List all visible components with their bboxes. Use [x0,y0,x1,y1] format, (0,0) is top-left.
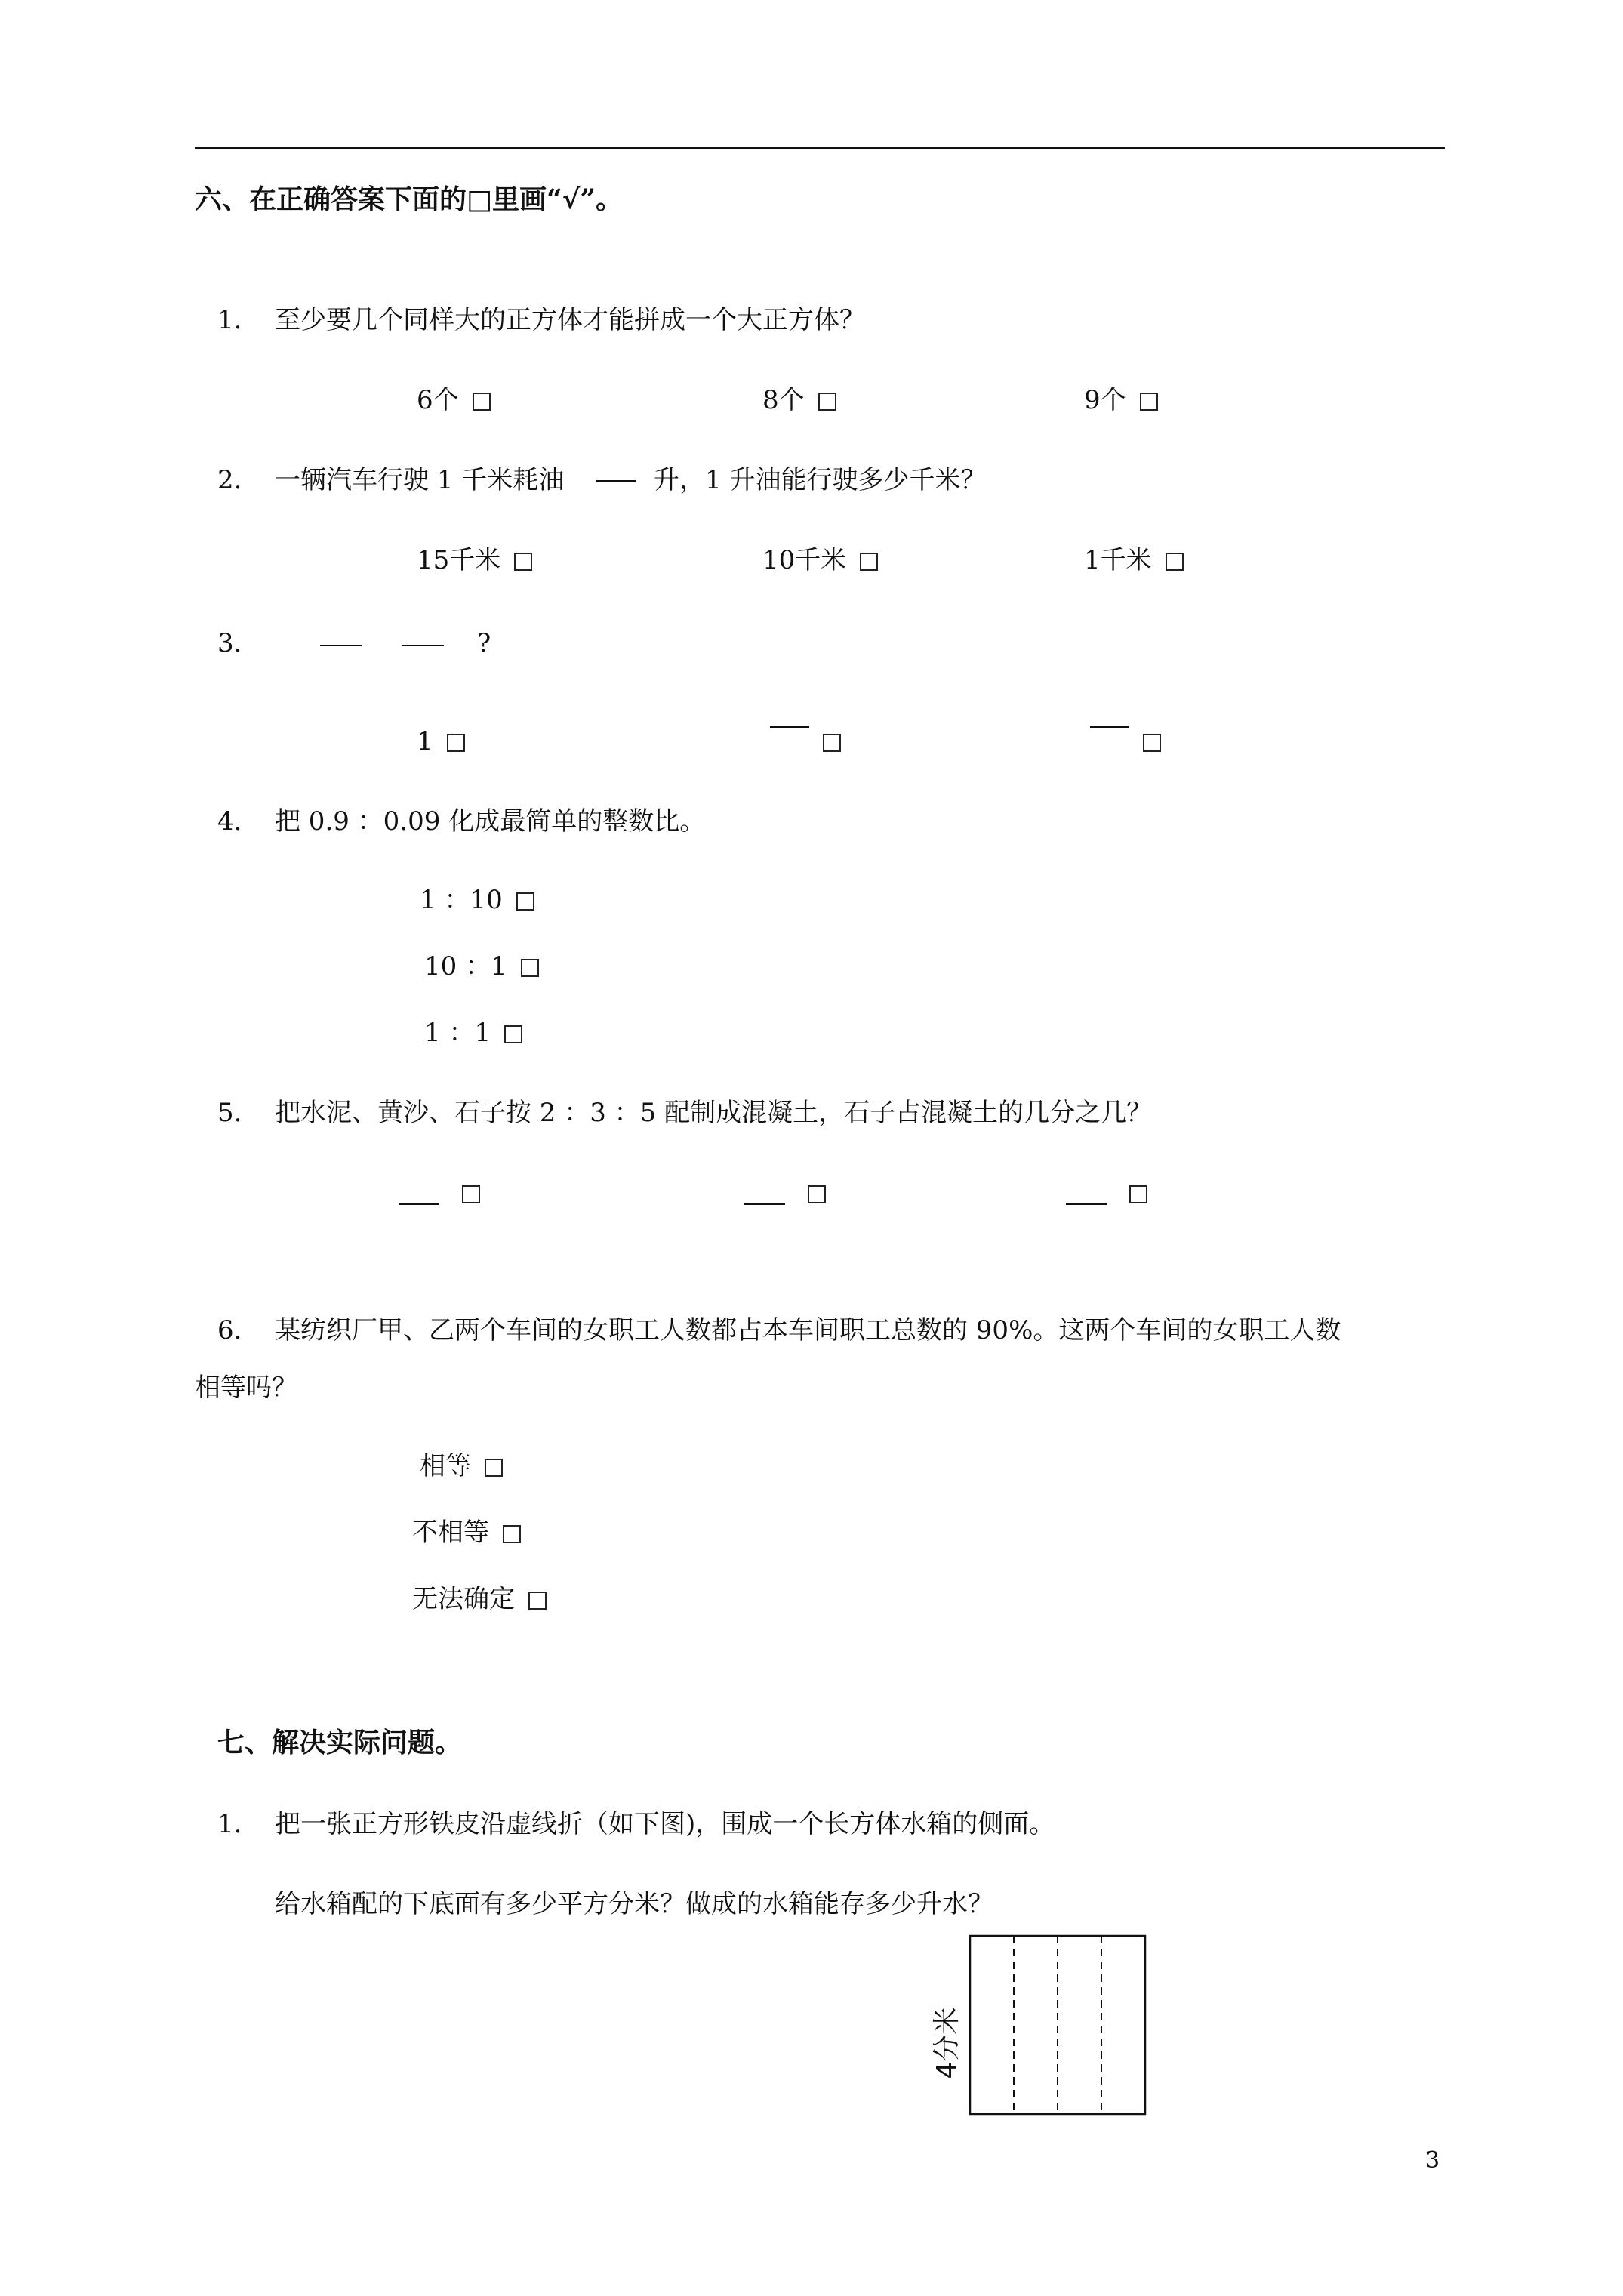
q6-option-c[interactable]: 无法确定 [412,1584,547,1614]
q5-number: 5. [217,1098,242,1128]
q6-option-b[interactable]: 不相等 [412,1518,521,1548]
fraction-bar [596,480,636,482]
q6-option-a[interactable]: 相等 [420,1451,503,1481]
q2-text-a: 一辆汽车行驶 1 千米耗油 [275,465,565,495]
q6-text-line2: 相等吗？ [195,1373,297,1403]
section-seven-heading: 七、解决实际问题。 [217,1727,463,1758]
q3-number: 3. [217,628,242,658]
s7-q1-text-line2: 给水箱配的下底面有多少平方分米？做成的水箱能存多少升水？ [275,1889,993,1919]
fraction-bar [744,1203,785,1205]
fraction-bar [320,645,362,646]
q6-text-line1: 某纺织厂甲、乙两个车间的女职工人数都占本车间职工总数的 90%。这两个车间的女职工人数 [275,1315,1341,1345]
checkbox-icon[interactable] [514,553,532,571]
q2-option-b[interactable]: 10千米 [762,545,878,575]
checkbox-icon[interactable] [1140,393,1158,411]
checkbox-icon[interactable] [1166,553,1184,571]
checkbox-icon[interactable] [462,1185,480,1203]
q3-option-a[interactable]: 1 [417,726,465,757]
q1-option-a[interactable]: 6个 [417,385,491,415]
q1-option-c[interactable]: 9个 [1084,385,1158,415]
q3-option-c[interactable] [1129,726,1161,757]
q3-text: ? [477,628,491,658]
checkbox-icon[interactable] [1129,1185,1147,1203]
side-length-label: 4分米 [932,2007,962,2079]
q5-option-b[interactable] [794,1178,826,1208]
checkbox-icon[interactable] [473,393,491,411]
q6-number: 6. [217,1315,242,1345]
fraction-bar [770,726,809,728]
fraction-bar [399,1203,439,1205]
section-six-heading: 六、在正确答案下面的□里画“√”。 [195,183,624,215]
q2-number: 2. [217,465,242,495]
checkbox-icon[interactable] [528,1592,547,1610]
q1-text: 至少要几个同样大的正方体才能拼成一个大正方体？ [275,305,865,335]
checkbox-icon[interactable] [823,734,841,752]
q3-option-b[interactable] [809,726,841,757]
q2-option-c[interactable]: 1千米 [1084,545,1184,575]
checkbox-icon[interactable] [521,959,539,977]
q4-option-b[interactable]: 10 ：1 [424,951,539,982]
checkbox-icon[interactable] [1143,734,1161,752]
fraction-bar [1090,726,1129,728]
checkbox-icon[interactable] [447,734,465,752]
q1-number: 1. [217,305,242,335]
q4-number: 4. [217,806,242,837]
fraction-bar [402,645,444,646]
checkbox-icon[interactable] [485,1459,503,1477]
checkbox-icon[interactable] [504,1025,522,1043]
q1-option-b[interactable]: 8个 [762,385,836,415]
checkbox-icon[interactable] [860,553,878,571]
header-rule [195,147,1445,149]
q5-option-a[interactable] [448,1178,480,1208]
fraction-bar [1066,1203,1107,1205]
checkbox-icon[interactable] [503,1525,521,1543]
page-number: 3 [1425,2147,1440,2174]
q5-option-c[interactable] [1116,1178,1147,1208]
q2-option-a[interactable]: 15千米 [417,545,532,575]
s7-q1-text-line1: 把一张正方形铁皮沿虚线折（如下图)，围成一个长方体水箱的侧面。 [275,1809,1055,1839]
checkbox-icon[interactable] [516,892,534,911]
s7-q1-number: 1. [217,1809,242,1839]
checkbox-icon[interactable] [808,1185,826,1203]
q4-text: 把 0.9 ：0.09 化成最简单的整数比。 [275,806,706,837]
checkbox-icon[interactable] [818,393,836,411]
q4-option-c[interactable]: 1 ：1 [424,1018,522,1048]
q5-text: 把水泥、黄沙、石子按 2 ：3 ：5 配制成混凝土，石子占混凝土的几分之几？ [275,1098,1153,1128]
square-sheet-figure [929,1930,1155,2126]
q2-text-b: 升，1 升油能行驶多少千米？ [654,465,987,495]
q4-option-a[interactable]: 1 ：10 [420,885,534,915]
